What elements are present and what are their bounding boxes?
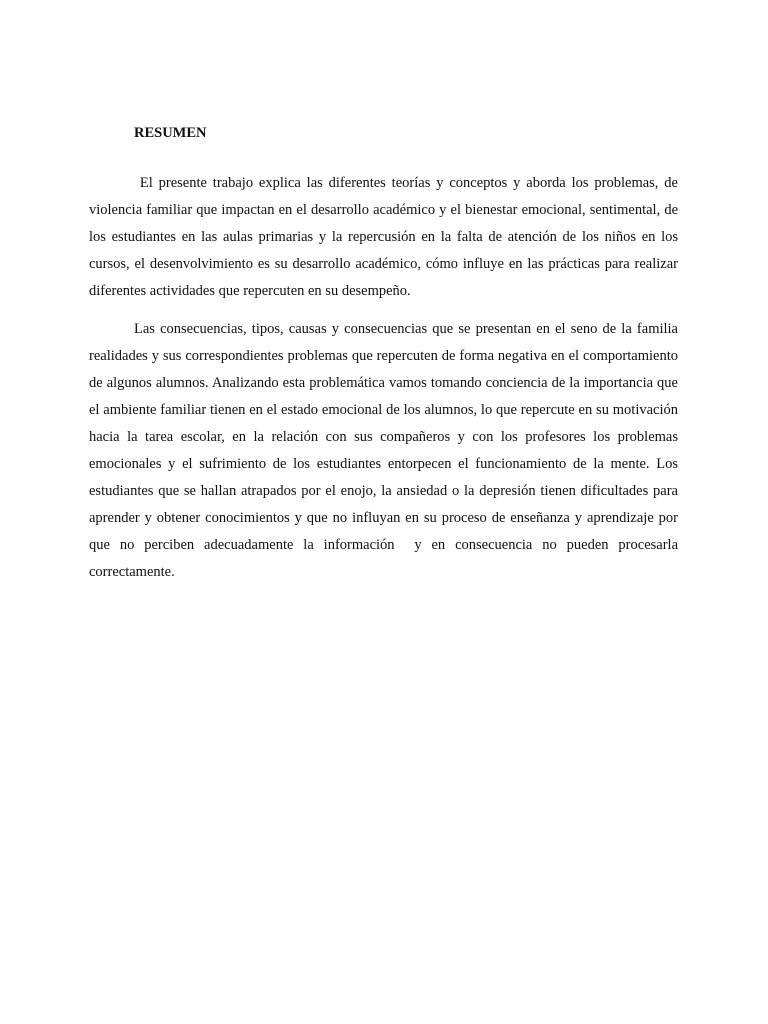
- paragraph-1: El presente trabajo explica las diferentes teorías y conceptos y aborda los problemas, de violencia familiar que impactan en el desarrollo académico y el bienestar emocional, sentimental, de los estudiantes en las aulas primarias y la repercusión en la falta de atención de los niños en los cursos, el desenvolvimiento es su desarrollo académico, cómo influye en las prácticas para realizar diferentes actividades que repercuten en su desempeño.: [89, 175, 682, 299]
- section-heading: RESUMEN: [134, 125, 207, 141]
- document-page: [89, 121, 682, 586]
- paragraph-2: Las consecuencias, tipos, causas y consecuencias que se presentan en el seno de la familia realidades y sus correspondientes problemas que repercuten de forma negativa en el comportamiento de algunos alumnos. Analizando esta problemática vamos tomando conciencia de la importancia que el ambiente familiar tienen en el estado emocional de los alumnos, lo que repercute en su motivación hacia la tarea escolar, en la relación con sus compañeros y con los profesores los problemas emocionales y el sufrimiento de los estudiantes entorpecen el funcionamiento de la mente. Los estudiantes que se hallan atrapados por el enojo, la ansiedad o la depresión tienen dificultades para aprender y obtener conocimientos y que no influyan en su proceso de enseñanza y aprendizaje por que no perciben adecuadamente la información y en consecuencia no pueden procesarla correctamente.: [89, 321, 682, 580]
